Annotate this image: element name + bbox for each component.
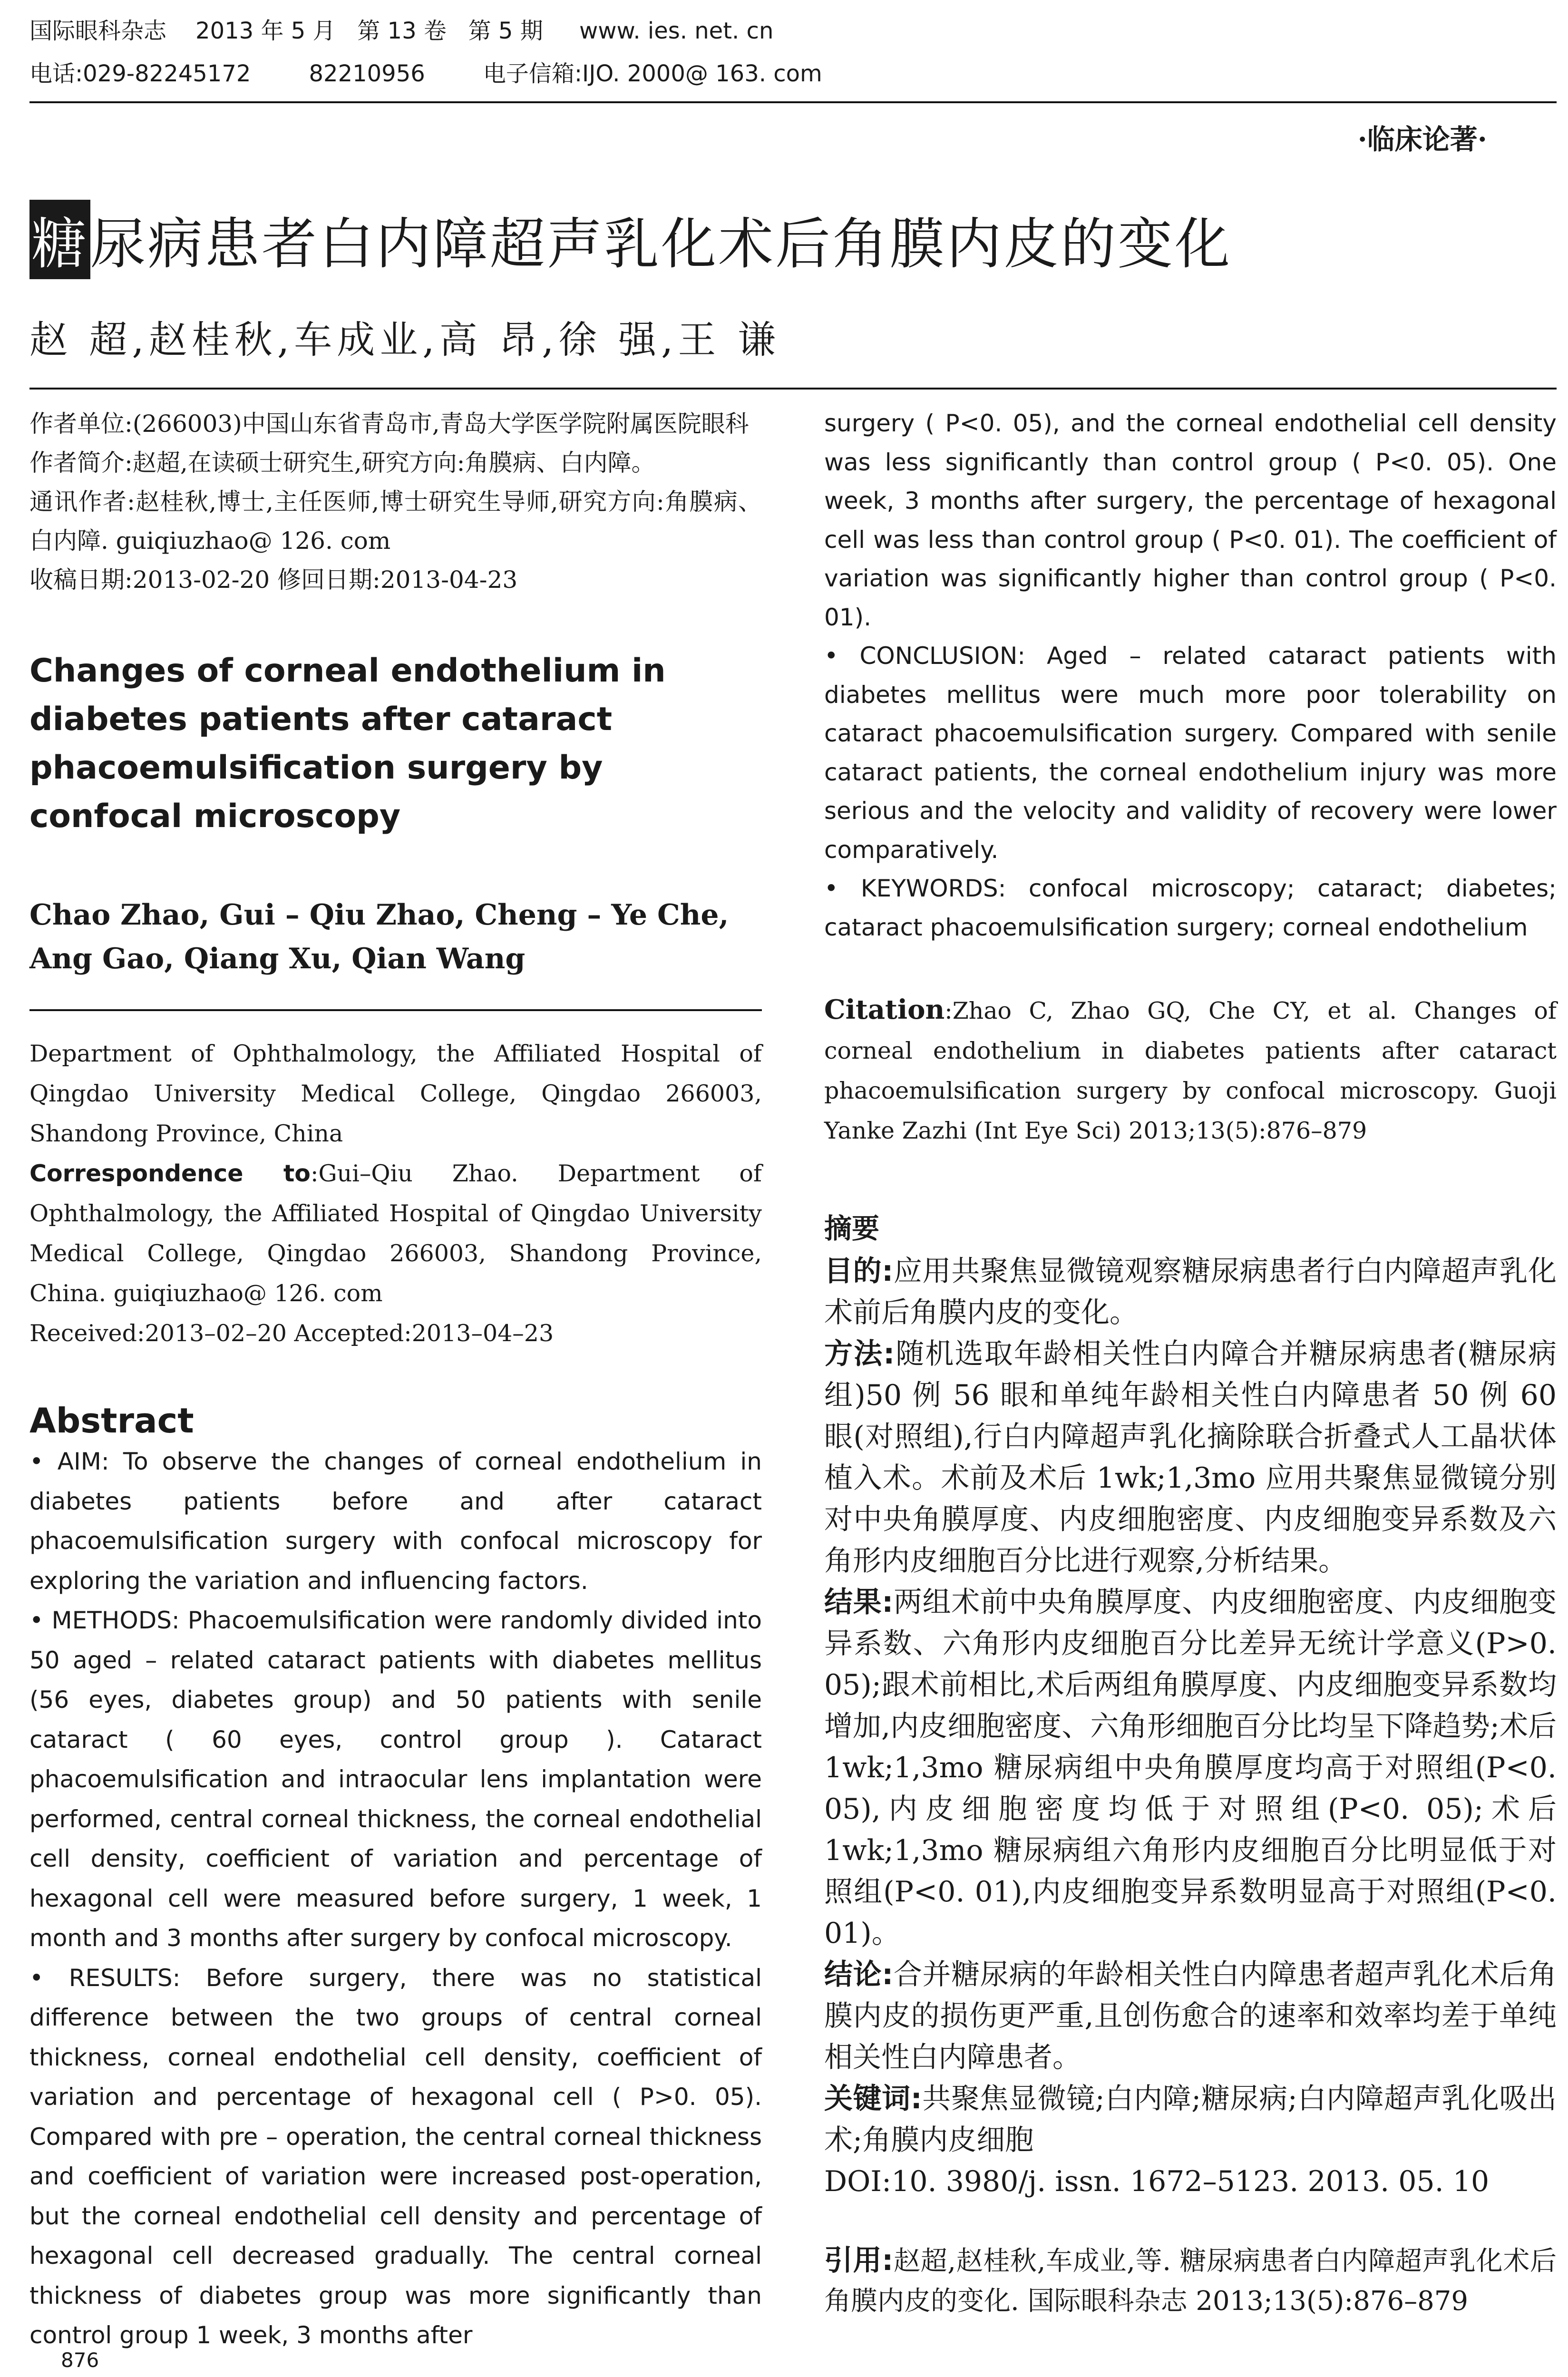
right-column [824,404,1557,2321]
citation-label: Citation [824,994,945,1025]
abstract-aim: • AIM: To observe the changes of corneal endothelium in diabetes patients before and after cataract phacoemulsification surgery with confocal microscopy for exploring the variation and influencing factors. [29,1448,762,1595]
correspondence-label: Correspondence to [29,1160,311,1187]
citation-en [824,990,1557,1151]
zhaiyao-aim [824,1251,1557,1334]
abstract-results-cont: surgery ( P<0. 05), and the corneal endothelial cell density was less significantly than control group ( P<0. 05). One week, 3 months after surgery, the percentage of hexagonal cell was less than control group ( P<0. 01). The coefficient of variation was significantly higher than control group ( P<0. 01). [824,409,1557,631]
doi: DOI:10. 3980/j. issn. 1672–5123. 2013. 05. 10 [824,2165,1490,2198]
zhaiyao-aim-label: 目的: [824,1255,894,1288]
abstract-results: • RESULTS: Before surgery, there was no statistical difference between the two groups of central corneal thickness, corneal endothelial cell density, coefficient of variation and percentage of hexagonal cell ( P>0. 05). Compared with pre – operation, the central corneal thickness and coefficient of variation were increased post-operation, but the corneal endothelial cell density and percentage of hexagonal cell decreased gradually. The central corneal thickness of diabetes group was more significantly than control group 1 week, 3 months after [29,1964,762,2349]
citation-cn-label: 引用: [824,2244,894,2277]
citation-cn-text: 赵超,赵桂秋,车成业,等. 糖尿病患者白内障超声乳化术后角膜内皮的变化. 国际眼科杂志 2013;13(5):876–879 [824,2246,1557,2317]
affiliation-en: Department of Ophthalmology, the Affiliated Hospital of Qingdao University Medical College, Qingdao 266003, Shandong Province, China [29,1040,762,1147]
abstract-conclusion: • CONCLUSION: Aged – related cataract patients with diabetes mellitus were much more poor tolerability on cataract phacoemulsification surgery. Compared with senile cataract patients, the corneal endothelium injury was more serious and the velocity and validity of recovery were lower comparatively. [824,642,1557,864]
zhaiyao-conclusion-label: 结论: [824,1958,894,1991]
zhaiyao-conclusion-text: 合并糖尿病的年龄相关性白内障患者超声乳化术后角膜内皮的损伤更严重,且创伤愈合的速率和效率均差于单纯相关性白内障患者。 [824,1958,1557,2074]
authors-en: Chao Zhao, Gui – Qiu Zhao, Cheng – Ye Che, Ang Gao, Qiang Xu, Qian Wang [29,898,729,975]
author-affiliation-cn: 作者单位:(266003)中国山东省青岛市,青岛大学医学院附属医院眼科 [29,410,749,438]
title-first-char: 糖 [29,200,90,279]
left-column [29,404,762,2356]
abstract-right-body [824,404,1557,947]
citation-text: :Zhao C, Zhao GQ, Che CY, et al. Changes of corneal endothelium in diabetes patients after cataract phacoemulsification surgery by confocal microscopy. Guoji Yanke Zazhi (Int Eye Sci) 2013;13(5):876–879 [824,997,1557,1144]
abstract-keywords: • KEYWORDS: confocal microscopy; cataract; diabetes; cataract phacoemulsification surgery; corneal endothelium [824,875,1557,941]
corresponding-author-cn: 通讯作者:赵桂秋,博士,主任医师,博士研究生导师,研究方向:角膜病、白内障. guiqiuzhao@ 126. com [29,488,762,555]
author-info-en [29,1034,762,1354]
zhaiyao-keywords [824,2078,1557,2161]
zhaiyao-results-text: 两组术前中央角膜厚度、内皮细胞密度、内皮细胞变异系数、六角形内皮细胞百分比差异无统计学意义(P>0. 05);跟术前相比,术后两组角膜厚度、内皮细胞变异系数均增加,内皮细胞密度、六角形细胞百分比均呈下降趋势;术后 1wk;1,3mo 糖尿病组中央角膜厚度均高于对照组(P<0. 05),内皮细胞密度均低于对照组(P<0. 05);术后 1wk;1,3mo 糖尿病组六角形内皮细胞百分比明显低于对照组(P<0. 01),内皮细胞变异系数明显高于对照组(P<0. 01)。 [824,1586,1557,1950]
author-bio-cn: 作者简介:赵超,在读硕士研究生,研究方向:角膜病、白内障。 [29,449,655,477]
zhaiyao-keywords-text: 共聚焦显微镜;白内障;糖尿病;白内障超声乳化吸出术;角膜内皮细胞 [824,2082,1557,2157]
section-tag: ·临床论著· [1357,123,1487,156]
abstract-left-body [29,1442,762,2356]
zhaiyao-heading: 摘要 [824,1212,880,1245]
zhaiyao-body [824,1251,1557,2202]
citation-cn [824,2241,1557,2321]
abstract-methods: • METHODS: Phacoemulsification were randomly divided into 50 aged – related cataract patients with diabetes mellitus (56 eyes, diabetes group) and 50 patients with senile cataract ( 60 eyes, control group ). Cataract phacoemulsification and intraocular lens implantation were performed, central corneal thickness, the corneal endothelial cell density, coefficient of variation and percentage of hexagonal cell were measured before surgery, 1 week, 1 month and 3 months after surgery by confocal microscopy. [29,1607,762,1952]
authors-cn: 赵 超,赵桂秋,车成业,高 昂,徐 强,王 谦 [29,318,780,362]
zhaiyao-aim-text: 应用共聚焦显微镜观察糖尿病患者行白内障超声乳化术前后角膜内皮的变化。 [824,1255,1557,1329]
title-rule [29,388,1557,390]
zhaiyao-methods-label: 方法: [824,1337,895,1371]
abstract-heading: Abstract [29,1401,194,1441]
article-title-cn [29,200,1232,279]
header-rule [29,101,1557,103]
zhaiyao-keywords-label: 关键词: [824,2082,922,2115]
correspondence-text: :Gui–Qiu Zhao. Department of Ophthalmology, the Affiliated Hospital of Qingdao University Medical College, Qingdao 266003, Shandong Province, China. guiqiuzhao@ 126. com [29,1160,762,1307]
article-title-en: Changes of corneal endothelium in diabetes patients after cataract phacoemulsification surgery by confocal microscopy [29,652,666,835]
dates-cn: 收稿日期:2013-02-20 修回日期:2013-04-23 [29,566,518,594]
journal-header-line-2: 电话:029-82245172 82210956 电子信箱:IJO. 2000@ 163. com [29,60,822,87]
title-rest: 尿病患者白内障超声乳化术后角膜内皮的变化 [90,212,1232,276]
authors-rule [29,1009,762,1011]
zhaiyao-methods-text: 随机选取年龄相关性白内障合并糖尿病患者(糖尿病组)50 例 56 眼和单纯年龄相关性白内障患者 50 例 60 眼(对照组),行白内障超声乳化摘除联合折叠式人工晶状体植入术。术前及术后 1wk;1,3mo 应用共聚焦显微镜分别对中央角膜厚度、内皮细胞密度、内皮细胞变异系数及六角形内皮细胞百分比进行观察,分析结果。 [824,1337,1557,1578]
zhaiyao-methods [824,1334,1557,1582]
page-number: 876 [61,2348,99,2372]
journal-header-line-1: 国际眼科杂志 2013 年 5 月 第 13 卷 第 5 期 www. ies. net. cn [29,18,774,44]
author-info-cn [29,404,762,599]
zhaiyao-results-label: 结果: [824,1586,894,1619]
received-accepted-en: Received:2013–02–20 Accepted:2013–04–23 [29,1320,554,1347]
zhaiyao-conclusion [824,1954,1557,2078]
zhaiyao-results [824,1582,1557,1954]
correspondence-en [29,1154,762,1314]
